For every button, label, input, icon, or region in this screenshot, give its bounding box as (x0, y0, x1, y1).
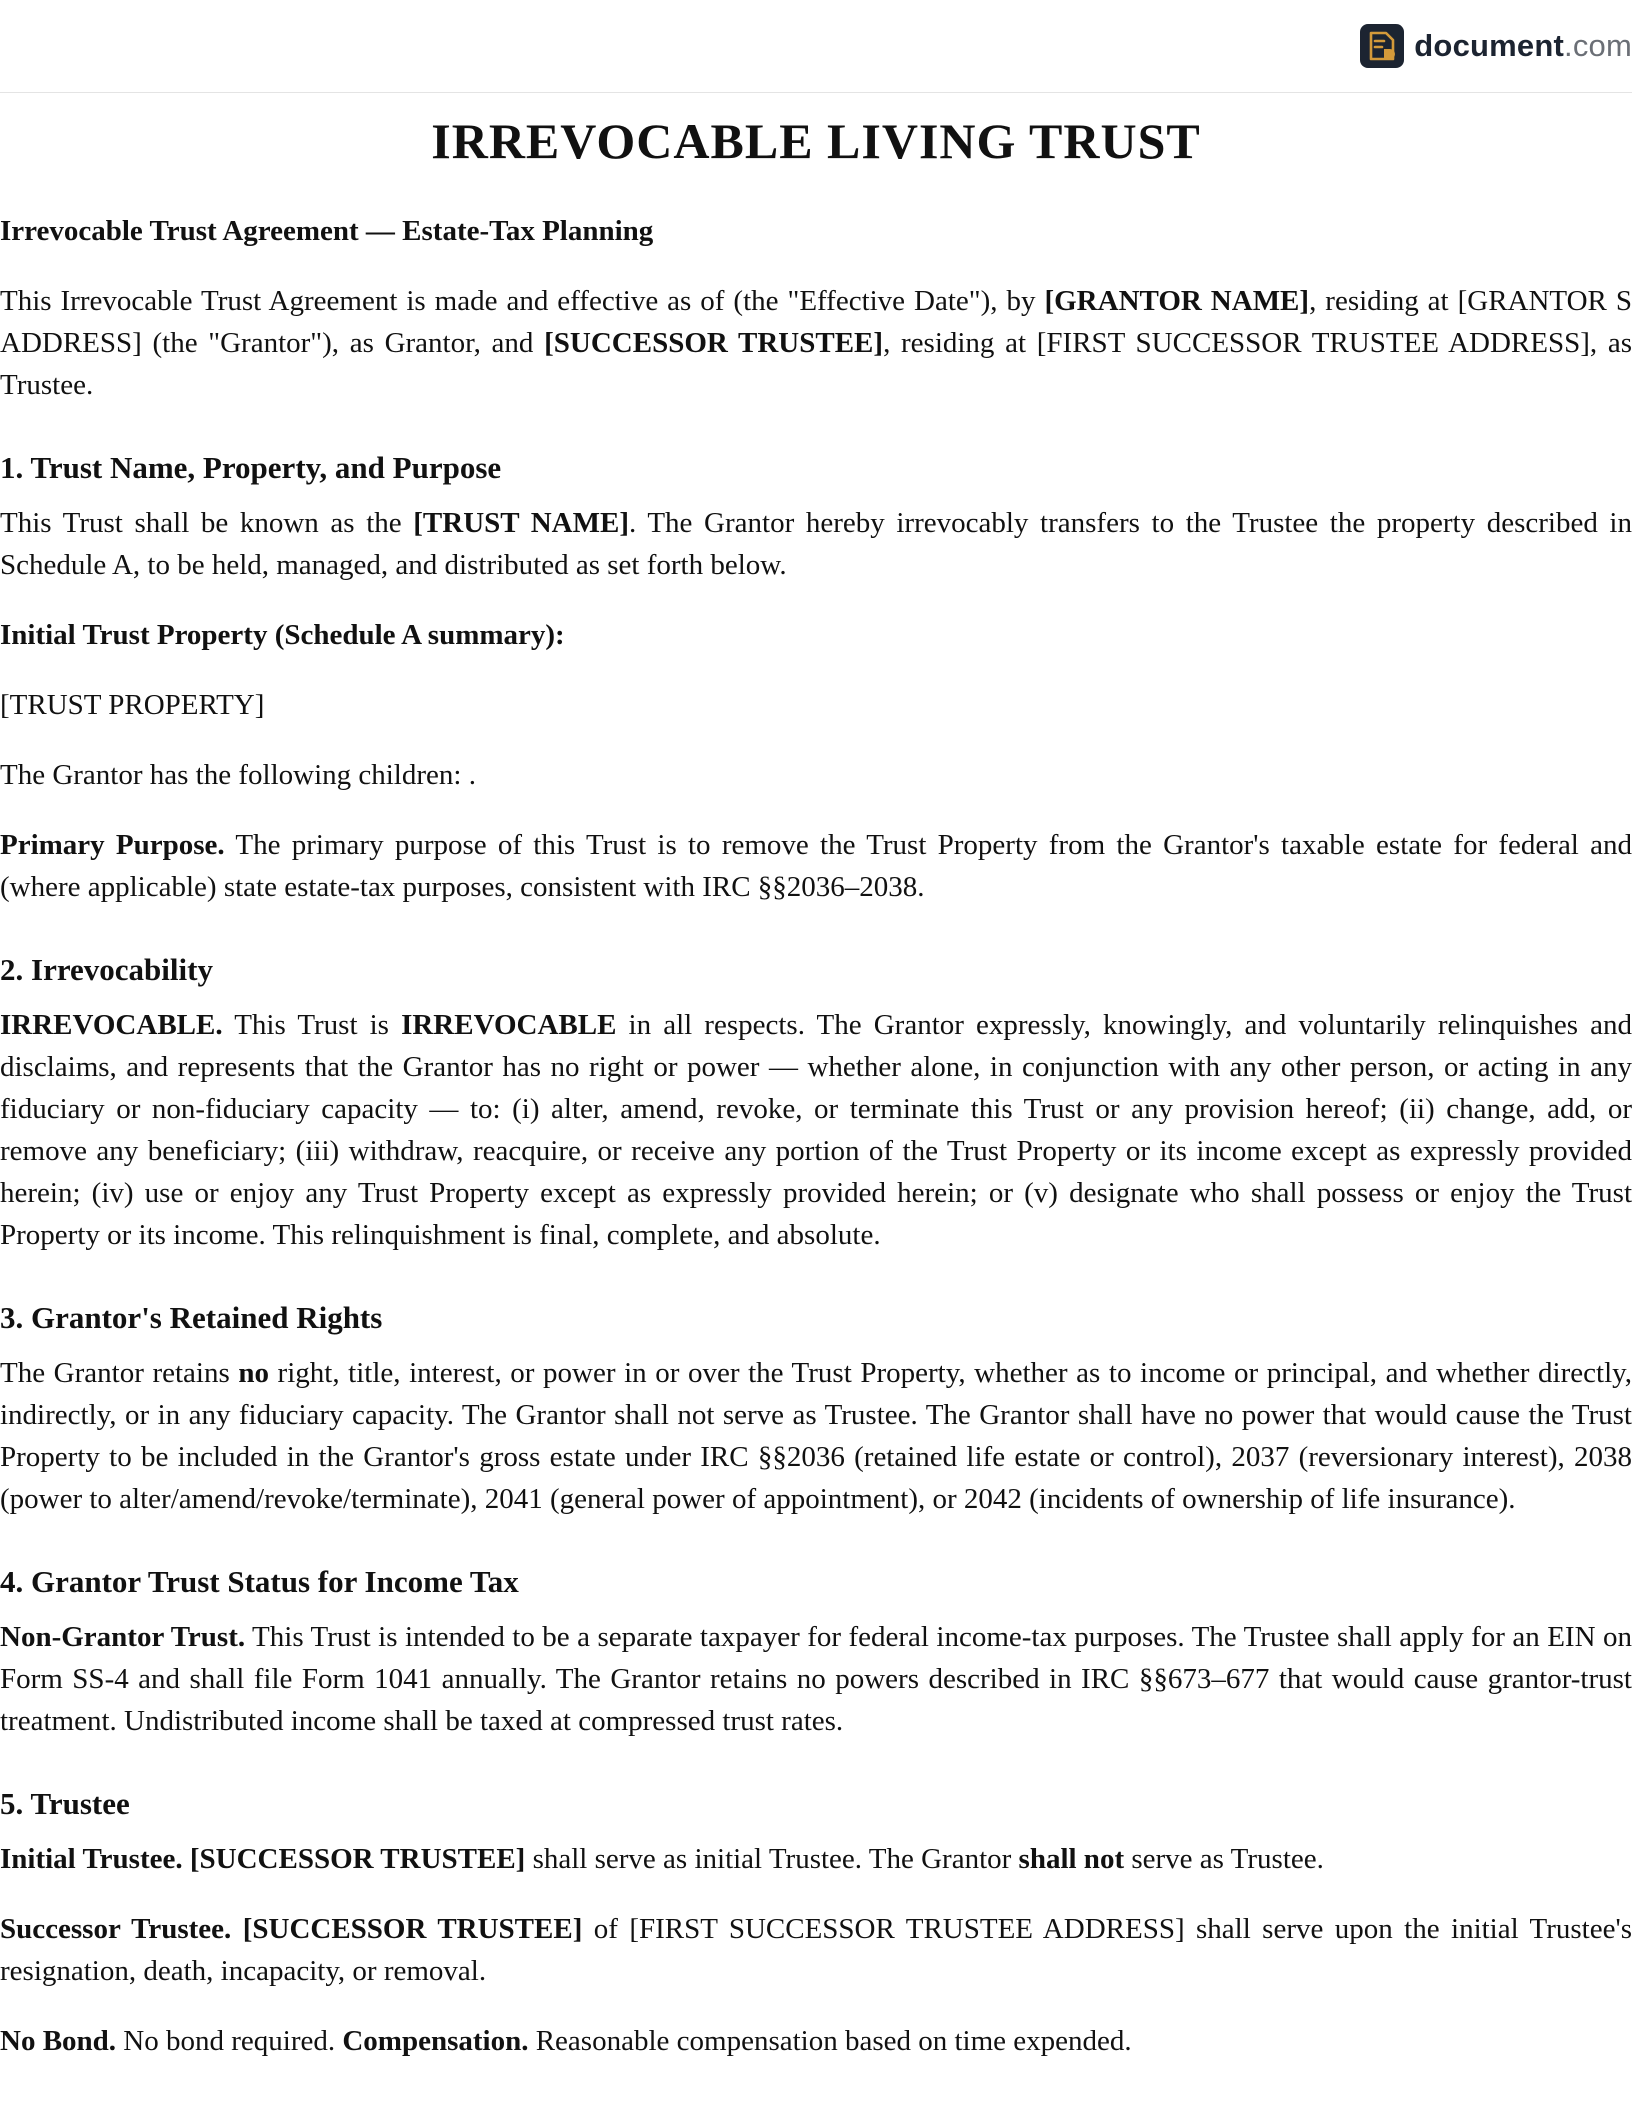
document-title: IRREVOCABLE LIVING TRUST (431, 113, 1201, 169)
section4-paragraph (0, 1616, 1632, 1742)
children-paragraph: The Grantor has the following children: . (0, 759, 476, 791)
section-text: of [FIRST SUCCESSOR TRUSTEE ADDRESS] shall serve upon the initial Trustee's resignation, death, incapacity, or removal. (0, 1913, 1632, 1987)
property-label-text: Initial Trust Property (Schedule A summary): (0, 619, 565, 651)
trustee-name-placeholder: [SUCCESSOR TRUSTEE] (189, 1843, 526, 1875)
section-text: serve as Trustee. (1124, 1843, 1324, 1875)
section-text: right, title, interest, or power in or over the Trust Property, whether as to income or principal, and whether directly, indirectly, or in any fiduciary capacity. The Grantor shall not serve as Trustee. The Grantor shall have no power that would cause the Trust Property to be included in the Grantor's gross estate under IRC §§2036 (retained life estate or control), 2037 (reversionary interest), 2038 (power to alter/amend/revoke/terminate), 2041 (general power of appointment), or 2042 (incidents of ownership of life insurance). (0, 1357, 1632, 1515)
section-heading-2: 2. Irrevocability (0, 952, 213, 987)
trust-name-placeholder: [TRUST NAME] (413, 507, 629, 539)
section-text: The Grantor retains (0, 1357, 239, 1389)
section-text: shall serve as initial Trustee. The Grantor (525, 1843, 1019, 1875)
property-label (0, 614, 1632, 656)
non-grantor-label: Non-Grantor Trust. (0, 1621, 246, 1653)
purpose-text: The primary purpose of this Trust is to remove the Trust Property from the Grantor's taxable estate for federal and (where applicable) state estate-tax purposes, consistent with IRC §§2036–2038. (0, 829, 1632, 903)
section-text: This Trust is (222, 1009, 402, 1041)
purpose-label: Primary Purpose. (0, 829, 225, 861)
trustee-name-placeholder: [SUCCESSOR TRUSTEE] (544, 327, 884, 359)
section3-paragraph (0, 1352, 1632, 1520)
section-text: in all respects. The Grantor expressly, knowingly, and voluntarily relinquishes and disclaims, and represents that the Grantor has no right or power — whether alone, in conjunction with any other person, or acting in any fiduciary or non-fiduciary capacity — to: (i) alter, amend, revoke, or terminate this Trust or any provision hereof; (ii) change, add, or remove any beneficiary; (iii) withdraw, reacquire, or receive any portion of the Trust Property or its income except as expressly provided herein; (iv) use or enjoy any Trust Property except as expressly provided herein; or (v) designate who shall possess or enjoy the Trust Property or its income. This relinquishment is final, complete, and absolute. (0, 1009, 1632, 1251)
section1-paragraph (0, 502, 1632, 586)
intro-text: This Irrevocable Trust Agreement is made and effective as of (the "Effective Date"), by (0, 285, 1045, 317)
section-text: This Trust is intended to be a separate taxpayer for federal income-tax purposes. The Trustee shall apply for an EIN on Form SS-4 and shall file Form 1041 annually. The Grantor retains no powers described in IRC §§673–677 that would cause grantor-trust treatment. Undistributed income shall be taxed at compressed trust rates. (0, 1621, 1632, 1737)
irrevocable-label: IRREVOCABLE. (0, 1009, 223, 1041)
section-text: . The Grantor hereby irrevocably transfers to the Trustee the property described in Schedule A, to be held, managed, and distributed as set forth below. (0, 507, 1632, 581)
logo-name: document (1414, 28, 1565, 63)
purpose-paragraph (0, 824, 1632, 908)
section2-paragraph (0, 1004, 1632, 1256)
section-heading-3: 3. Grantor's Retained Rights (0, 1300, 383, 1335)
shall-not-emphasis: shall not (1018, 1843, 1125, 1875)
initial-trustee-paragraph (0, 1838, 1632, 1880)
intro-text: , residing at [FIRST SUCCESSOR TRUSTEE ADDRESS], as Trustee. (0, 327, 1632, 401)
initial-trustee-label: Initial Trustee. (0, 1843, 183, 1875)
section-text: Reasonable compensation based on time expended. (528, 2025, 1132, 2057)
no-emphasis: no (238, 1357, 269, 1389)
irrevocable-emphasis: IRREVOCABLE (401, 1009, 617, 1041)
logo-wordmark (1414, 24, 1632, 68)
section-heading-5: 5. Trustee (0, 1786, 130, 1821)
compensation-label: Compensation. (342, 2025, 529, 2057)
document-body (0, 92, 1632, 2112)
section-heading-4: 4. Grantor Trust Status for Income Tax (0, 1564, 519, 1599)
section-text: No bond required. (116, 2025, 343, 2057)
trustee-name-placeholder: [SUCCESSOR TRUSTEE] (242, 1913, 583, 1945)
property-value: [TRUST PROPERTY] (0, 689, 265, 721)
site-logo[interactable] (1360, 24, 1632, 68)
top-bar (0, 0, 1632, 93)
document-subtitle: Irrevocable Trust Agreement — Estate-Tax Planning (0, 215, 654, 247)
successor-trustee-label: Successor Trustee. (0, 1913, 232, 1945)
no-bond-label: No Bond. (0, 2025, 117, 2057)
bond-compensation-paragraph (0, 2020, 1632, 2062)
section-heading-1: 1. Trust Name, Property, and Purpose (0, 450, 502, 485)
intro-paragraph (0, 280, 1632, 406)
grantor-name-placeholder: [GRANTOR NAME] (1044, 285, 1310, 317)
intro-text: , residing at [GRANTOR S ADDRESS] (the "Grantor"), as Grantor, and (0, 285, 1632, 359)
document-logo-icon (1360, 24, 1404, 68)
logo-tld: .com (1564, 28, 1632, 63)
section-text: This Trust shall be known as the (0, 507, 414, 539)
successor-trustee-paragraph (0, 1908, 1632, 1992)
